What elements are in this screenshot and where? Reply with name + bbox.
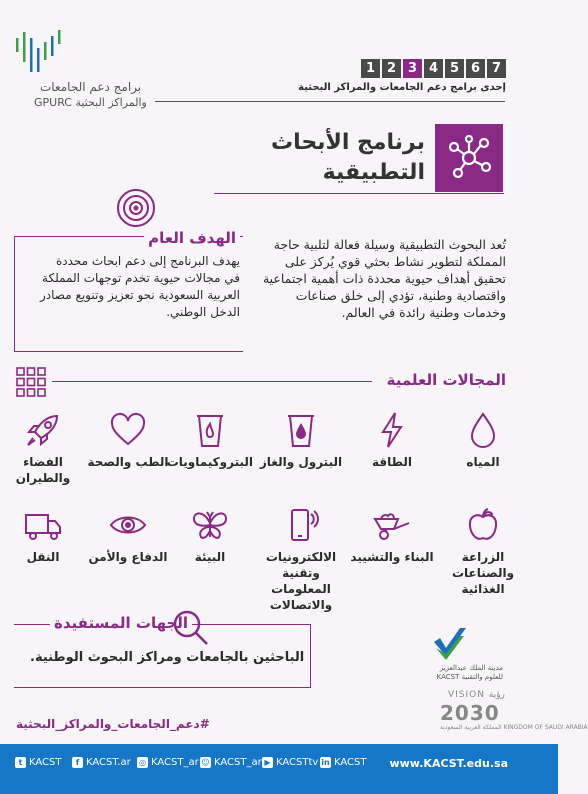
oil-barrel-icon bbox=[281, 410, 321, 450]
target-icon bbox=[116, 188, 156, 228]
website-link[interactable]: www.KACST.edu.sa bbox=[389, 757, 508, 770]
program-title bbox=[271, 128, 425, 188]
social-instagram[interactable] bbox=[137, 757, 199, 768]
field-label: الزراعة والصناعات الغذائية bbox=[451, 550, 515, 596]
field-water bbox=[440, 410, 526, 470]
social-facebook[interactable] bbox=[72, 757, 131, 768]
rocket-icon bbox=[23, 410, 63, 450]
program-number-1: 1 bbox=[361, 59, 380, 78]
program-number-2: 2 bbox=[382, 59, 401, 78]
program-title-line2: التطبيقية bbox=[322, 160, 425, 185]
instagram-icon: ◎ bbox=[137, 757, 148, 768]
field-environment bbox=[167, 505, 253, 565]
beneficiaries-title: الجهات المستفيدة bbox=[50, 614, 192, 632]
linkedin-icon: in bbox=[321, 758, 330, 767]
field-label: الطب والصحة bbox=[87, 455, 169, 469]
program-number-4: 4 bbox=[424, 59, 443, 78]
grid-icon bbox=[16, 367, 46, 397]
flame-barrel-icon bbox=[190, 410, 230, 450]
social-youtube[interactable] bbox=[262, 757, 318, 768]
field-label: الالكترونيات وتقنية المعلومات والاتصالات bbox=[265, 550, 337, 612]
field-agriculture bbox=[440, 505, 526, 597]
fields-divider bbox=[52, 381, 372, 382]
logo-text-gpurc: GPURC والمراكز البحثية bbox=[34, 96, 147, 109]
field-oil-gas bbox=[258, 410, 344, 470]
vision-2030-logo: 2030 bbox=[440, 701, 500, 725]
social-twitter[interactable] bbox=[15, 757, 62, 768]
snapchat-icon: ☺ bbox=[201, 758, 210, 767]
butterfly-icon bbox=[190, 505, 230, 545]
network-icon bbox=[435, 124, 503, 192]
field-label: الفضاء والطيران bbox=[15, 455, 71, 485]
wheelbarrow-icon bbox=[372, 505, 412, 545]
social-label: KACST_ar bbox=[214, 757, 262, 768]
youtube-icon: ▶ bbox=[262, 757, 273, 768]
field-label: النقل bbox=[26, 550, 60, 564]
program-number-3-active: 3 bbox=[403, 59, 422, 78]
eye-icon bbox=[108, 505, 148, 545]
field-aerospace bbox=[0, 410, 86, 486]
goal-title: الهدف العام bbox=[144, 229, 240, 247]
field-label: البتروكيماويات bbox=[166, 455, 253, 469]
magnifier-icon bbox=[170, 607, 210, 647]
goal-text: يهدف البرنامج إلى دعم ابحاث محددة في مجالات حيوية تخدم توجهات المملكة العربية السعودية نحو تعزيز وتنويع مصادر الدخل الوطني. bbox=[40, 254, 240, 319]
social-linkedin[interactable] bbox=[320, 757, 367, 768]
field-label: الدفاع والأمن bbox=[88, 550, 168, 564]
kacst-logo-icon bbox=[430, 624, 470, 664]
field-energy bbox=[349, 410, 435, 470]
fields-title: المجالات العلمية bbox=[386, 371, 506, 389]
twitter-icon: t bbox=[15, 757, 26, 768]
gpurc-logo-icon bbox=[14, 28, 74, 78]
program-number-5: 5 bbox=[445, 59, 464, 78]
social-label: KACSTtv bbox=[276, 757, 319, 768]
heart-icon bbox=[108, 410, 148, 450]
social-label: KACST bbox=[334, 757, 367, 768]
apple-icon bbox=[463, 505, 503, 545]
social-label: KACST.ar bbox=[86, 757, 131, 768]
program-description: تُعد البحوث التطبيقية وسيلة فعالة لتلبية حاجة المملكة لتطوير نشاط بحثي قوي يُركز على تحقيق أهداف حيوية محددة ذات أهمية اجتماعية واقتصادية وطنية، تؤدي إلى خلق صناعات وخدمات وطنية رائدة في العالم. bbox=[262, 237, 506, 320]
field-label: البناء والتشييد bbox=[350, 550, 434, 564]
field-label: الطاقة bbox=[372, 455, 412, 469]
field-label: البيئة bbox=[194, 550, 226, 564]
field-transport bbox=[0, 505, 86, 565]
smartphone-icon bbox=[281, 505, 321, 545]
field-electronics-it bbox=[258, 505, 344, 613]
program-number-6: 6 bbox=[466, 59, 485, 78]
field-defense bbox=[85, 505, 171, 565]
social-label: KACST_ar bbox=[151, 757, 199, 768]
program-title-line1: برنامج الأبحاث bbox=[270, 130, 425, 155]
facebook-icon: f bbox=[72, 757, 83, 768]
social-snapchat[interactable] bbox=[200, 757, 262, 768]
field-label: المياه bbox=[466, 455, 500, 469]
water-drop-icon bbox=[463, 410, 503, 450]
vision-label: VISION رؤية bbox=[448, 690, 505, 700]
beneficiaries-text: الباحثين بالجامعات ومراكز البحوث الوطنية. bbox=[30, 650, 305, 665]
hashtag[interactable]: #دعم_الجامعات_والمراكز_البحثية bbox=[16, 717, 210, 731]
program-number-strip bbox=[361, 59, 506, 78]
kacst-name: مدينة الملك عبدالعزيز للعلوم والتقنية KACST bbox=[436, 664, 503, 681]
field-medicine bbox=[85, 410, 171, 470]
header-divider bbox=[155, 101, 505, 102]
program-number-7: 7 bbox=[487, 59, 506, 78]
truck-icon bbox=[23, 505, 63, 545]
logo-text-arabic: برامج دعم الجامعات bbox=[40, 80, 142, 94]
vision-subtitle: المملكة العربية السعودية KINGDOM OF SAUDI ARABIA bbox=[440, 724, 588, 731]
social-label: KACST bbox=[29, 757, 62, 768]
tagline: إحدى برامج دعم الجامعات والمراكز البحثية bbox=[298, 82, 506, 93]
lightning-icon bbox=[372, 410, 412, 450]
field-label: البترول والغاز bbox=[259, 455, 343, 469]
field-petrochemicals bbox=[167, 410, 253, 470]
field-construction bbox=[349, 505, 435, 565]
title-underline bbox=[214, 193, 504, 194]
